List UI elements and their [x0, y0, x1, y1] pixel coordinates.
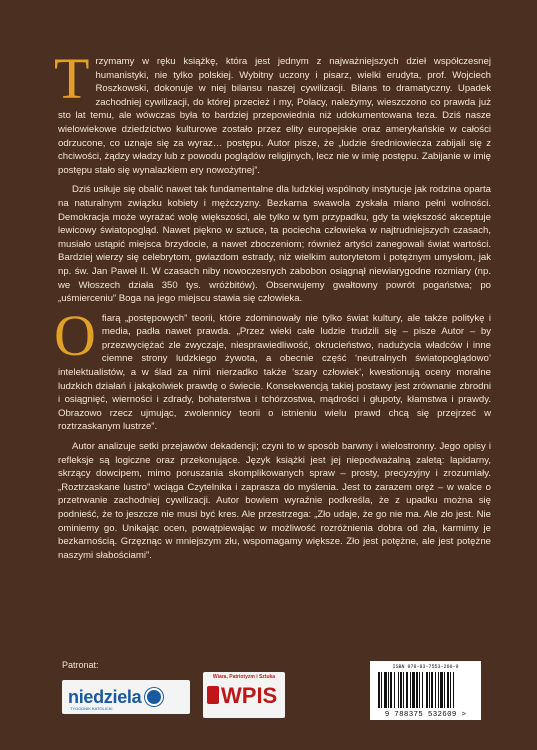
barcode-bar: [426, 672, 428, 708]
paragraph-3-text: fiarą „postępowych” teorii, które zdominowały nie tylko świat kultury, ale także politykę i media, padła nawet prawda. „Przez wieki całe ludzie trudzili się – pisze Autor – by przezwyciężać zle zwyczaje, niesprawiedliwość, okrucieństwo, nadużycia władców i inne ciemne strony ludzkiego żywota, a obecnie część ‘neutralnych światopoglądowo’ intelektualistów, a w ślad za nimi nierzadko także ‘szary człowiek’, kwestionują oceny moralne ludzkich działań i jakąkolwiek prawdę o świecie. Konsekwencją takiej postawy jest zrównanie zbrodni i osiągnięć, wierności i zdrady, bohaterstwa i tchórzostwa, mądrości i głupoty, kłamstwa i prawdy. Obrazowo rzecz ujmując, zwolennicy teorii o istnieniu wielu prawd chcą się przejrzeć w roztrzaskanym lustrze”.: [58, 312, 491, 433]
niedziela-logo: [62, 680, 190, 714]
barcode-bar: [390, 672, 392, 708]
barcode-bar: [403, 672, 404, 708]
dropcap-o: O: [54, 302, 96, 368]
barcode-digits: 9 788375 532609 >: [384, 711, 467, 719]
barcode-bar: [419, 672, 420, 708]
barcode-bar: [450, 672, 451, 708]
niedziela-logo-text: niedziela: [68, 686, 142, 707]
paragraph-3: [54, 302, 491, 434]
barcode: [370, 661, 481, 720]
paragraph-1: [54, 46, 491, 177]
barcode-bar: [438, 672, 439, 708]
barcode-bar: [410, 672, 411, 708]
barcode-bar: [388, 672, 389, 708]
niedziela-subtitle: TYGODNIK KATOLICKI: [70, 706, 113, 711]
back-cover-text: [54, 46, 491, 568]
barcode-bar: [453, 672, 454, 708]
barcode-bar: [381, 672, 382, 708]
barcode-bar: [422, 672, 423, 708]
barcode-bar: [416, 672, 418, 708]
barcode-bar: [447, 672, 449, 708]
barcode-bar: [394, 672, 395, 708]
wpis-tagline: Wiara, Patriotyzm i Sztuka: [212, 674, 276, 680]
barcode-bar: [378, 672, 380, 708]
isbn-label: ISBN 978-83-7553-260-9: [392, 664, 459, 670]
barcode-bar: [400, 672, 402, 708]
barcode-bar: [384, 672, 387, 708]
wpis-logo: [203, 672, 285, 718]
barcode-bar: [431, 672, 433, 708]
dropcap-t: T: [54, 46, 90, 111]
barcode-bar: [406, 672, 408, 708]
barcode-bar: [398, 672, 399, 708]
wpis-logo-text: WPIS: [221, 683, 278, 708]
barcode-bar: [435, 672, 436, 708]
paragraph-2: Dziś usiłuje się obalić nawet tak fundamentalne dla ludzkiej wspólnoty instytucje jak rodzina oparta na naturalnym związku kobiety i mężczyzny. Bezkarna swawola zyskała miano pełni wolności. Demokracja może wyrażać wolę większości, ale tylko w tym przypadku, gdy ta większość akceptuje lewicowy światopogląd. Nawet piękno w sztuce, ta pociecha człowieka w najtrudniejszych czasach, musiało ustąpić miejsca brzydocie, a nawet zboczeniom; również artyści zanegowali świat wartości. Bardziej wierzy się celebrytom, gwiazdom estrady, niż wielkim autorytetom i potężnym umysłom, jak np. św. Jan Paweł II. W czasach niby nowoczesnych zabobon osiągnął niewiarygodne rozmiary (np. we Włoszech działa 350 tys. wróżbitów). Obserwujemy gwałtowny powrót pogaństwa; po „uśmierceniu” Boga na jego miejscu stawia się człowieka.: [58, 184, 491, 305]
paragraph-1-text: rzymamy w ręku książkę, która jest jednym z najważniejszych dzieł współczesnej humanistyki, nie tylko polskiej. Wybitny uczony i pisarz, wielki erudyta, prof. Wojciech Roszkowski, dokonuje w niej bilansu naszej cywilizacji. Bilans to dramatyczny. Upadek zachodniej cywilizacji, do której przecież i my, Polacy, należymy, wieszczono co prawda już sto lat temu, ale wówczas była to bardziej przepowiednia niż udokumentowana teza. Dziś nasze wielowiekowe dziedzictwo kulturowe zostało przez elity europejskie oraz amerykańskie w całości odrzucone, co uznaje się za wyraz… postępu. Autor pisze, że „ludzie średniowiecza zabijali się z chciwości, żądzy władzy lub z powodu poglądów religijnych, lecz nie w imię postępu. Zabijanie w imię postępu stało się wynalazkiem ery nowożytnej”.: [58, 56, 491, 176]
barcode-bar: [429, 672, 430, 708]
barcode-bar: [444, 672, 445, 708]
paragraph-4: Autor analizuje setki przejawów dekadencji; czyni to w sposób barwny i wielostronny. Jego opisy i refleksje są logiczne oraz przekonujące. Język książki jest jej niepodważalną zaletą: lapidarny, skrzący dowcipem, mimo poruszania skomplikowanych spraw – prosty, precyzyjny i zrozumiały. „Roztrzaskane lustro” wciąga Czytelnika i zaprasza do myślenia. Jest to zarazem oręż – w walce o przetrwanie zachodniej cywilizacji. Autor bowiem wyraźnie podkreśla, że z upadku można się podnieść, że to jeszcze nie musi być kres. Ale przestrzega: „Zło udaje, że go nie ma. Ale zło jest. Nie ominiemy go. Unikając ocen, powątpiewając w możliwość rozróżnienia dobra od zła, karmimy je bezkarnością. Grzęznąc w mniejszym złu, wspomagamy większe. Zło jest potężne, ale jest potężne naszymi słabościami”.: [58, 441, 491, 561]
barcode-bars-icon: [377, 672, 474, 708]
niedziela-emblem-icon: [145, 688, 163, 706]
patronat-label: Patronat:: [62, 660, 99, 670]
barcode-bar: [412, 672, 415, 708]
barcode-bar: [440, 672, 443, 708]
eagle-icon: [207, 686, 219, 704]
